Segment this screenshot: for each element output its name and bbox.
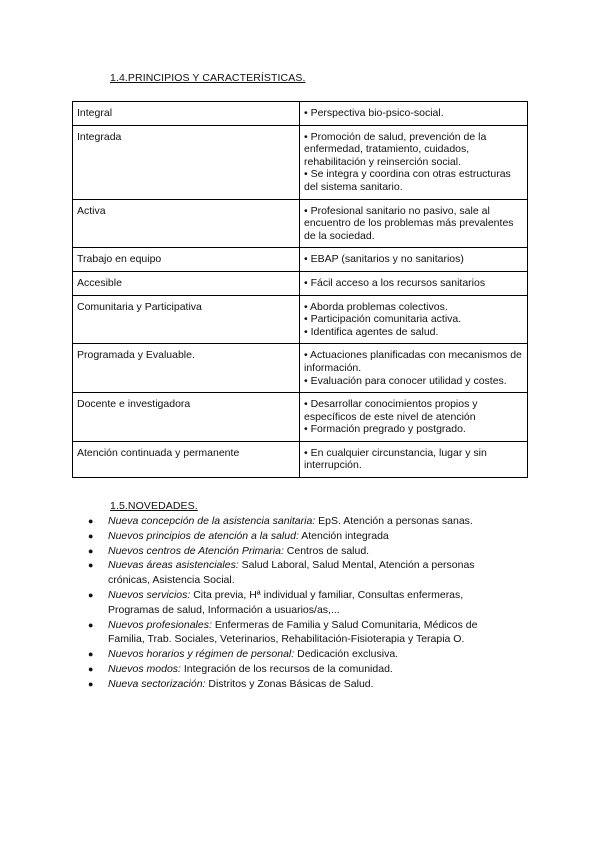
principle-description	[300, 248, 528, 272]
item-lead: Nuevos servicios:	[108, 588, 191, 601]
principle-description	[300, 102, 528, 126]
principle-name: Integrada	[73, 125, 300, 199]
item-text: Centros de salud.	[283, 544, 370, 557]
item-text: Cita previa, Hª individual y familiar, Consultas enfermeras, Programas de salud, Información a usuarios/as,...	[108, 588, 464, 616]
novedades-list	[86, 514, 516, 692]
table-row	[73, 199, 528, 248]
bullet-icon: ●	[88, 663, 94, 674]
description-point: • Se integra y coordina con otras estructuras del sistema sanitario.	[304, 168, 511, 193]
description-point: • Participación comunitaria activa.	[304, 313, 462, 326]
list-item	[86, 618, 516, 648]
list-item	[86, 662, 516, 677]
table-row	[73, 271, 528, 295]
table-row	[73, 344, 528, 393]
description-point: • Formación pregrado y postgrado.	[304, 423, 466, 436]
item-text: Salud Laboral, Salud Mental, Atención a personas crónicas, Asistencia Social.	[108, 559, 475, 587]
item-text: Dedicación exclusiva.	[294, 648, 399, 661]
principle-name: Activa	[73, 199, 300, 248]
list-item	[86, 544, 516, 559]
principle-description	[300, 344, 528, 393]
description-point: • Perspectiva bio-psico-social.	[304, 107, 444, 119]
description-point: • EBAP (sanitarios y no sanitarios)	[304, 253, 464, 266]
description-point: • En cualquier circunstancia, lugar y sin interrupción.	[304, 446, 487, 472]
list-item	[86, 588, 516, 618]
bullet-icon: ●	[88, 560, 94, 571]
item-lead: Nuevos profesionales:	[108, 618, 212, 631]
description-point: • Actuaciones planificadas con mecanismos de información.	[304, 349, 522, 374]
principle-description	[300, 199, 528, 248]
description-point: • Evaluación para conocer utilidad y costes.	[304, 374, 507, 387]
bullet-icon: ●	[88, 589, 94, 600]
principle-description	[300, 393, 528, 442]
table-row	[73, 102, 528, 126]
table-row	[73, 248, 528, 272]
principle-name: Trabajo en equipo	[73, 248, 300, 272]
item-text: Distritos y Zonas Básicas de Salud.	[205, 677, 374, 690]
item-lead: Nuevos modos:	[108, 662, 181, 675]
bullet-icon: ●	[88, 516, 94, 526]
principle-description	[300, 295, 528, 344]
bullet-icon: ●	[88, 678, 94, 689]
list-item	[86, 514, 516, 529]
bullet-icon: ●	[88, 619, 94, 630]
principle-name: Atención continuada y permanente	[73, 441, 300, 477]
principle-description	[300, 441, 528, 477]
table-row	[73, 393, 528, 442]
section-title-novedades: 1.5.NOVEDADES.	[110, 500, 198, 512]
item-text: Integración de los recursos de la comunidad.	[180, 662, 393, 675]
item-text: Atención integrada	[298, 529, 389, 542]
item-lead: Nueva sectorización:	[108, 677, 206, 690]
table-row	[73, 125, 528, 199]
item-text: EpS. Atención a personas sanas.	[315, 515, 473, 527]
item-lead: Nuevos principios de atención a la salud:	[108, 529, 299, 542]
principle-name: Accesible	[73, 271, 300, 295]
item-lead: Nuevas áreas asistenciales:	[108, 559, 239, 572]
principle-description	[300, 125, 528, 199]
description-point: • Identifica agentes de salud.	[304, 325, 439, 338]
list-item	[86, 529, 516, 544]
principle-name: Docente e investigadora	[73, 393, 300, 442]
description-point: • Profesional sanitario no pasivo, sale al encuentro de los problemas más prevalentes de la sociedad.	[304, 204, 514, 242]
description-point: • Aborda problemas colectivos.	[304, 300, 448, 313]
description-point: • Promoción de salud, prevención de la enfermedad, tratamiento, cuidados, rehabilitación y reinserción social.	[304, 130, 487, 168]
list-item	[86, 677, 516, 692]
description-point: • Fácil acceso a los recursos sanitarios	[304, 276, 486, 289]
list-item	[86, 647, 516, 662]
principle-name: Comunitaria y Participativa	[73, 295, 300, 344]
list-item	[86, 558, 516, 588]
item-text: Enfermeras de Familia y Salud Comunitaria, Médicos de Familia, Trab. Sociales, Veterinarios, Rehabilitación-Fisioterapia y Terapia O.	[108, 618, 478, 646]
bullet-icon: ●	[88, 530, 94, 541]
principle-name: Programada y Evaluable.	[73, 344, 300, 393]
item-lead: Nuevos centros de Atención Primaria:	[108, 544, 284, 557]
description-point: • Desarrollar conocimientos propios y específicos de este nivel de atención	[304, 398, 478, 423]
section-title-principles: 1.4.PRINCIPIOS Y CARACTERÍSTICAS.	[110, 72, 306, 84]
principle-description	[300, 271, 528, 295]
bullet-icon: ●	[88, 649, 94, 660]
principle-name: Integral	[73, 102, 300, 126]
item-lead: Nueva concepción de la asistencia sanitaria:	[108, 515, 316, 527]
item-lead: Nuevos horarios y régimen de personal:	[108, 648, 295, 661]
bullet-icon: ●	[88, 545, 94, 556]
table-row	[73, 441, 528, 477]
principles-table	[72, 101, 528, 478]
table-row	[73, 295, 528, 344]
